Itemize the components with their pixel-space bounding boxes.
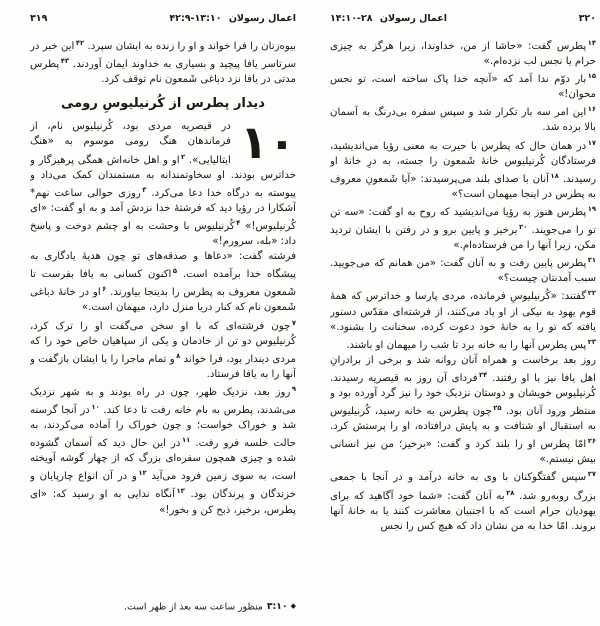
verse-number: ۲۶ — [587, 437, 596, 446]
verse-number: ۱۶ — [587, 105, 596, 114]
verse-number: ۲۸ — [506, 488, 515, 497]
verse-number: ۲ — [181, 152, 186, 161]
page-319 — [30, 13, 296, 614]
running-head-book-left: اعمال رسولان — [228, 13, 296, 24]
verse-number: ۱۱ — [181, 436, 191, 445]
footnote-text: منظور ساعت سه بعد از ظهر است. — [124, 601, 263, 612]
verse-number: ۳ — [142, 185, 147, 194]
verse-paragraph: در قیصریه مردی بود، کُرنیلیوس نام، از فرماندهان هنگ رومی موسوم به «هنگ ایتالیایی». $^۲$او و اهل خانه‌اش همگی پرهیزگار و خداترس بودند. او سخاوتمندانه به مستمندان کمک می‌داد و پیوسته به درگاه خدا دعا می‌کرد. $^۳$روزی حوالی ساعت نهم* آشکارا در رؤیا دید که فرشتهٔ خدا نزدش آمد و به او گفت: «ای کُرنیلیوس!» $^۴$کُرنیلیوس با وحشت به او چشم دوخت و پاسخ داد: «بله، سرورم!» — [30, 121, 296, 248]
verse-number: ۱۸ — [550, 171, 559, 180]
verse-number: ۲۰ — [518, 223, 528, 232]
page-number-left: ۳۱۹ — [30, 13, 48, 24]
section-heading: دیدار پطرس از کُرنیلیوسِ رومی — [61, 96, 265, 112]
verse-number: ۲۲ — [587, 289, 596, 298]
verse-paragraph: $^{۱۵}$بار دوّم ندا آمد که «آنچه خدا پاک ساخته است، تو نجس مخوان!» — [330, 72, 596, 101]
verse-number: ۴۲ — [75, 39, 85, 47]
verse-paragraph: $^{۲۲}$گفتند: «کُرنیلیوسِ فرمانده، مردی پارسا و خداترس که همهٔ قوم یهود به نیکی از او یاد می‌کنند، از فرشته‌ای مقدّس دستور یافته که تو را به خانهٔ خود دعوت کرده، سخنانت را بشنود.» $^{۲۳}$پس پطرس آنها را به خانه برد تا شب را میهمان او باشند. — [330, 289, 596, 351]
verse-number: ۸ — [176, 351, 181, 360]
right-page-body — [330, 36, 596, 534]
verse-paragraph: بیوه‌زنان را فرا خواند و او را زنده به ایشان سپرد. $^{۴۲}$این خبر در سرتاسر یافا پیچید و بسیاری به خداوند ایمان آوردند. $^{۴۳}$پطرس مدتی در یافا نزد دباغی شَمعون نام توقف کرد. — [30, 39, 296, 86]
chapter-number: ۱۰ — [239, 115, 296, 170]
footnote-ref: ۳:۱۰ — [266, 601, 288, 612]
left-page-body — [30, 36, 296, 518]
verse-number: ۱۲ — [138, 469, 147, 478]
running-head-range-left: ۴۲:۹-۱۳:۱۰ — [169, 13, 222, 24]
verse-number: ۱۷ — [587, 138, 596, 147]
page-320 — [330, 13, 596, 614]
footnote — [30, 600, 296, 614]
running-head-row-left — [30, 13, 296, 24]
verse-paragraph: $^۷$چون فرشته‌ای که با او سخن می‌گفت او را ترک کرد، کُرنیلیوس دو تن از خادمان و یکی از سپاهیان خاص خود را که مردی دیندار بود، فرا خواند $^۸$و تمام ماجرا را با ایشان بازگفت و آنها را به یافا فرستاد. — [30, 318, 296, 380]
footnote-diamond-icon: ◆ — [290, 601, 296, 610]
verse-number: ۱۳ — [176, 487, 185, 496]
chapter-10-paragraphs — [30, 115, 296, 517]
verse-paragraph: فرشته گفت: «دعاها و صدقه‌های تو چون هدیهٔ یادگاری به پیشگاه خدا برآمده است. $^۵$اکنون کسانی به یافا بفرست تا شَمعون معروف به پطرس را بدینجا بیاورند. $^۶$او در خانهٔ دباغی شَمعون نام که کنار دریا منزل دارد، میهمان است.» — [30, 251, 296, 314]
verse-number: ۲۴ — [478, 370, 488, 379]
running-head-range-right: ۱۴:۱۰-۲۸ — [330, 13, 373, 24]
verse-paragraph: $^{۱۷}$در همان حال که پطرس با حیرت به معنی رؤیا می‌اندیشید، فرستادگان کُرنیلیوس خانهٔ شَمعون را جسته، به درِ خانهٔ او رسیدند. $^{۱۸}$آنان با صدای بلند می‌پرسیدند: «آیا شَمعونِ معروف به پطرس در اینجا میهمان است؟» — [330, 138, 596, 200]
verse-number: ۵ — [172, 267, 178, 276]
verse-number: ۲۵ — [493, 404, 502, 413]
verse-number: ۴ — [236, 218, 241, 227]
verse-paragraph: $^{۲۷}$سپس گفتگوکنان با وی به خانه درآمد و در آنجا با جمعی بزرگ روبه‌رو شد. $^{۲۸}$به آنان گفت: «شما خود آگاهید که برای یهودیان حرام است که با اجنبیان معاشرت کنند یا به خانهٔ آنها بروند. امّا خدا به من نشان داد که هیچ کس را نجس — [330, 470, 596, 532]
running-head-left — [169, 13, 296, 24]
acts9-continuation-paragraphs — [30, 36, 296, 87]
running-head-book-right: اعمال رسولان — [379, 13, 448, 24]
verse-number: ۱۵ — [587, 72, 596, 81]
chapter-10-block — [30, 115, 296, 517]
verse-paragraph: $^{۱۴}$پطرس گفت: «حاشا از من، خداوندا، زیرا هرگز به چیزی حرام یا نجس لب نزده‌ام.» — [330, 39, 596, 68]
verse-paragraph: $^{۱۶}$این امر سه بار تکرار شد و سپس سفره بی‌درنگ به آسمان بالا برده شد. — [330, 105, 596, 134]
verse-number: ۱۹ — [587, 204, 596, 213]
verse-number: ۶ — [102, 285, 107, 294]
verse-number: ۲۷ — [587, 470, 596, 479]
running-head-row-right — [330, 13, 596, 24]
running-head-right — [330, 13, 447, 24]
verse-number: ۲۳ — [587, 337, 596, 346]
verse-paragraph: روز بعد برخاست و همراه آنان روانه شد و برخی از برادرانِ اهل یافا نیز با او رفتند. $^{۲۴}$فردای آن روز به قیصریه رسیدند. کُرنیلیوس خویشان و دوستان نزدیک خود را نیز گرد آورده بود و منتظر ورود آنان بود. $^{۲۵}$چون پطرس به خانه رسید، کُرنیلیوس به استقبال او شتافت و به پایش درافتاده، او را پرستش کرد. $^{۲۶}$امّا پطرس او را بلند کرد و گفت: «برخیز؛ من نیز انسانی بیش نیستم.» — [330, 354, 596, 466]
verse-number: ۲۱ — [587, 256, 596, 265]
verse-number: ۴۳ — [60, 57, 70, 66]
verse-paragraph: $^{۲۱}$پطرس پایین رفت و به آنان گفت: «من همانم که می‌جویید. سبب آمدنتان چیست؟» — [330, 256, 596, 285]
verse-number: ۱۴ — [587, 39, 596, 47]
verse-number: ۹ — [291, 384, 296, 393]
verse-paragraph: $^{۱۹}$پطرس هنوز به رؤیا می‌اندیشید که روح به او گفت: «سه تن تو را می‌جویند. $^{۲۰}$برخیز و پایین برو و در رفتن با ایشان تردید مکن، زیرا آنها را من فرستاده‌ام.» — [330, 204, 596, 252]
verse-paragraph: $^۹$روز بعد، نزدیک ظهر، چون در راه بودند و به شهر نزدیک می‌شدند، پطرس به بام خانه رفت تا دعا کند. $^{۱۰}$در آنجا گرسنه شد و خوراک خواست؛ و چون خوراک را آماده می‌کردند، به حالت خلسه فرو رفت. $^{۱۱}$در این حال دید که آسمان گشوده شده و چیزی همچون سفره‌ای بزرگ که از چهار گوشه آویخته است، به سوی زمین فرود می‌آید $^{۱۲}$و در آن انواع چارپایان و خزندگان و پرندگان بود. $^{۱۳}$آنگاه ندایی به او رسید که: «ای پطرس، برخیز، ذبح کن و بخور!» — [30, 384, 296, 516]
verse-number: ۱۰ — [91, 402, 100, 411]
page-number-right: ۳۲۰ — [578, 13, 596, 24]
verse-number: ۷ — [291, 318, 296, 327]
